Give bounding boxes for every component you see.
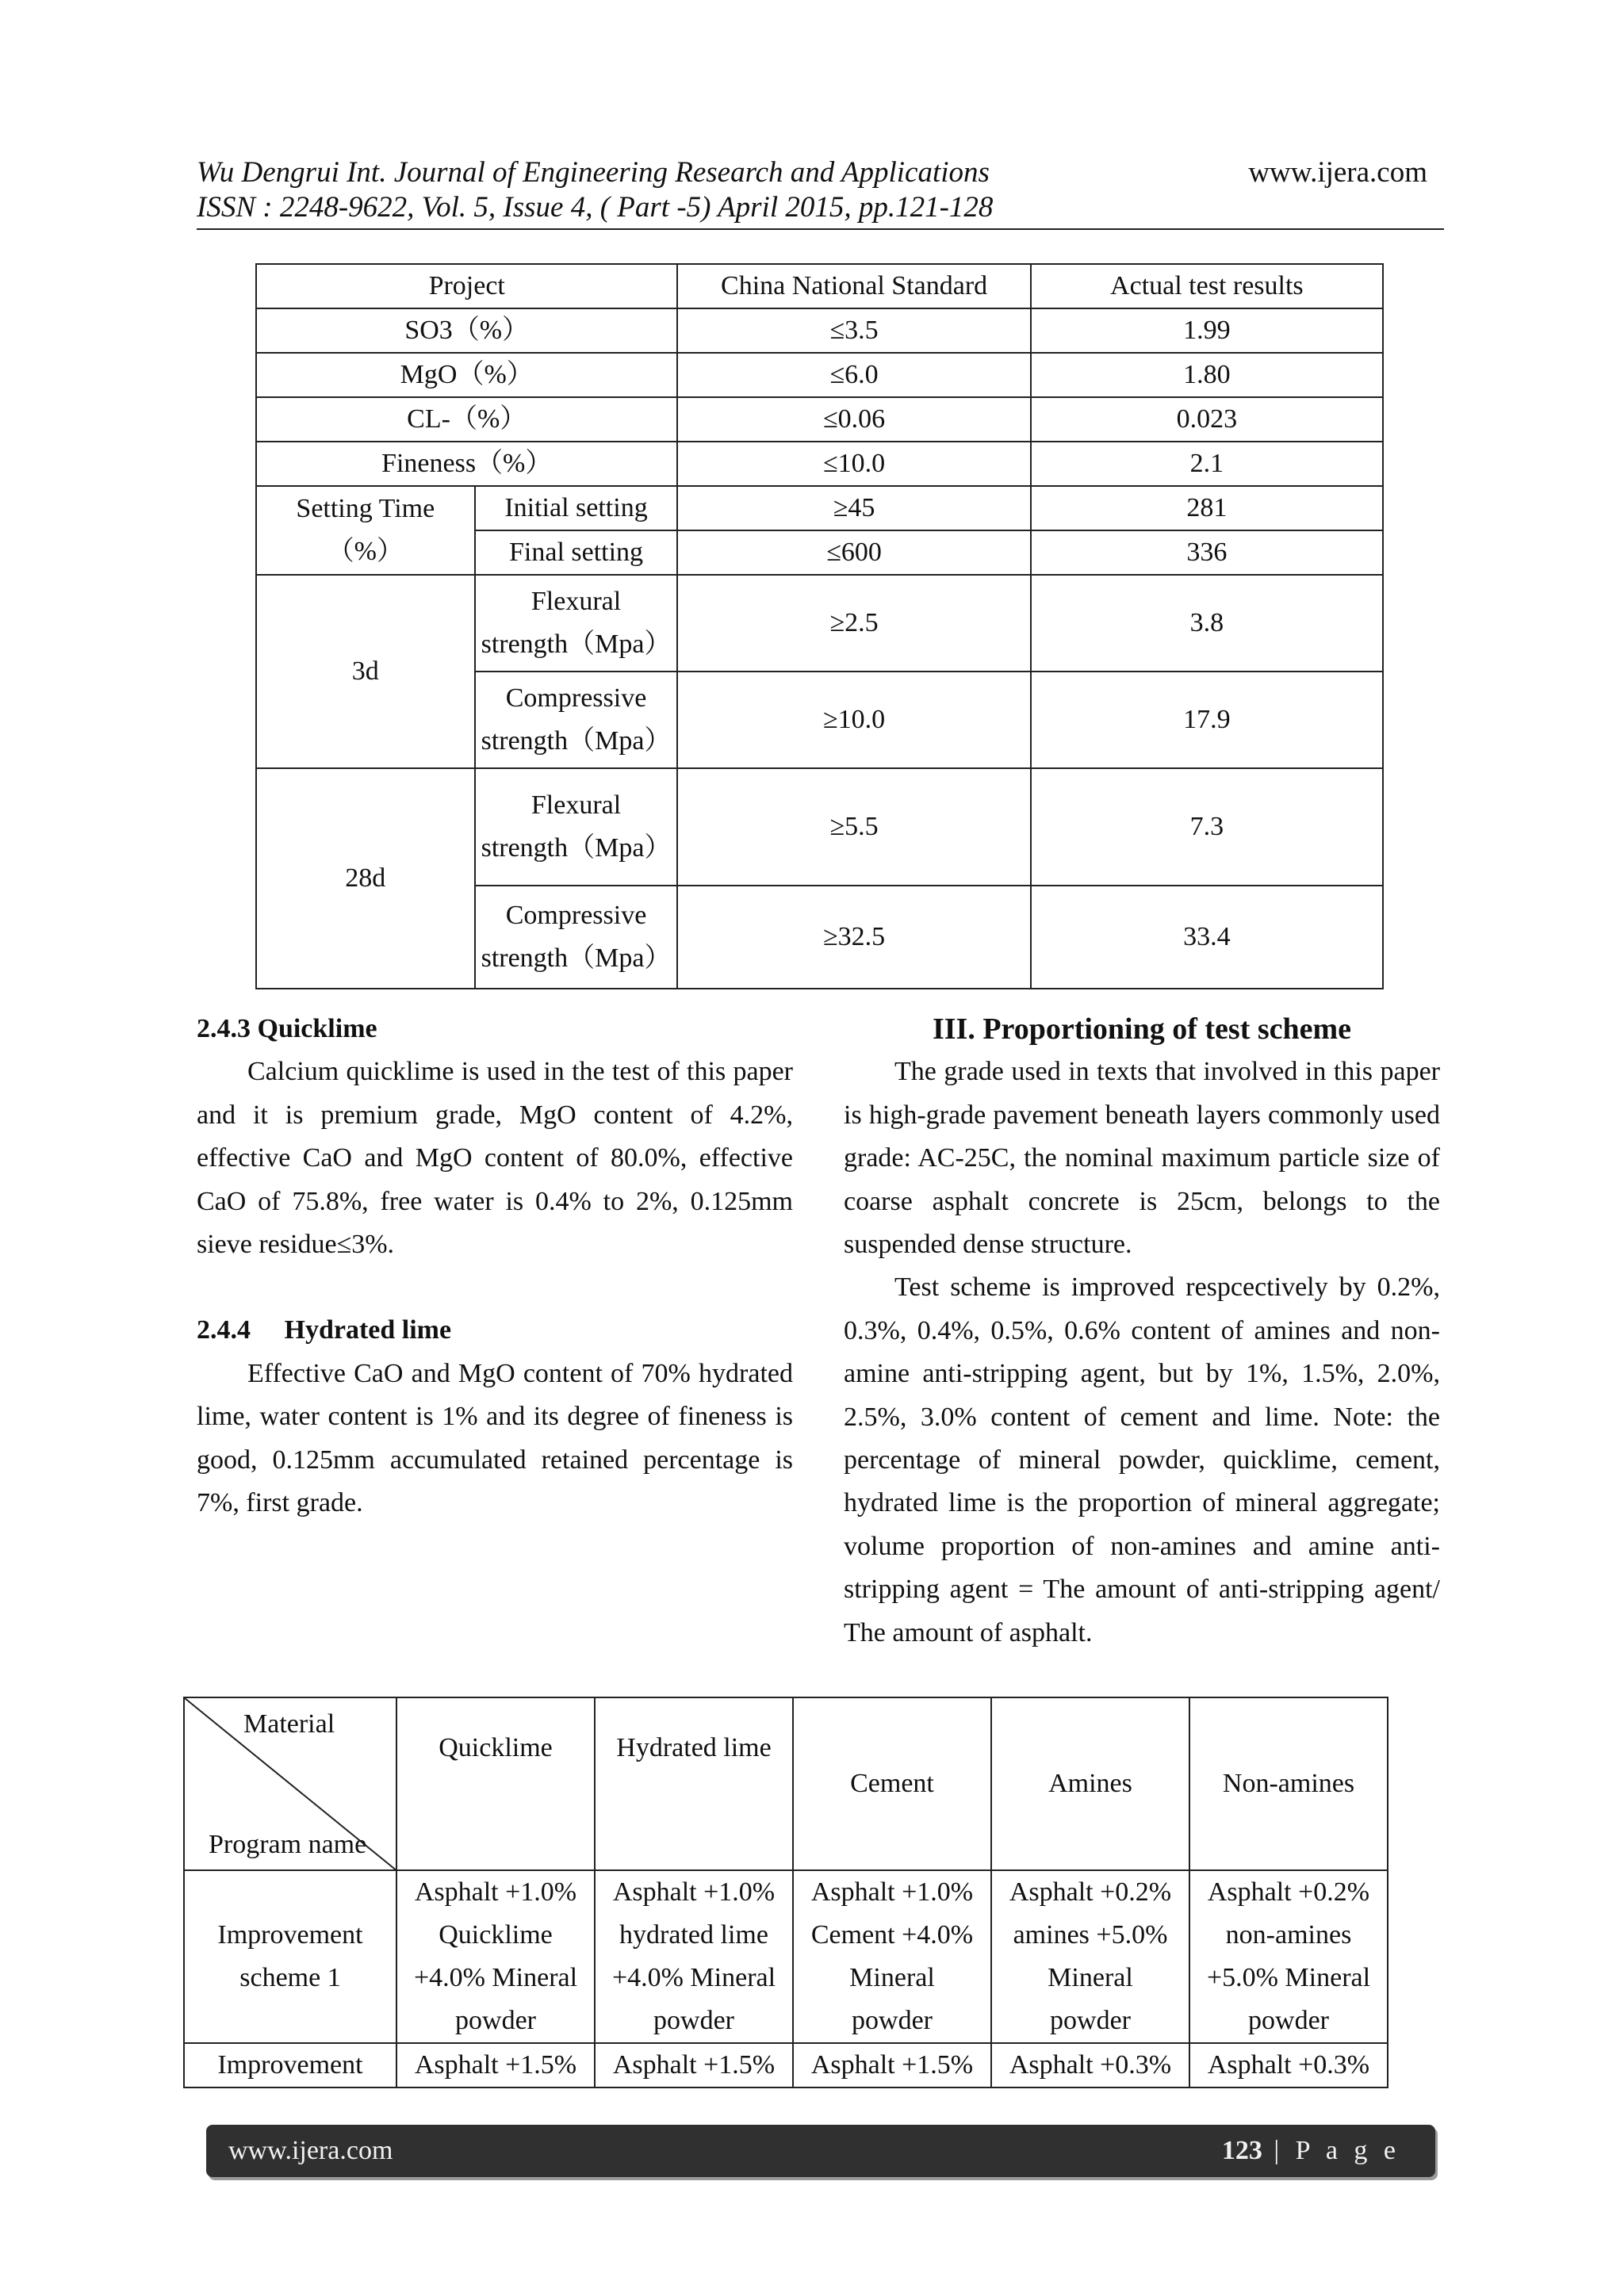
cell-line: Asphalt +1.0% [810,1877,974,1907]
row-label-line: Compressive [505,683,647,713]
issn-line: ISSN : 2248-9622, Vol. 5, Issue 4, ( Part -5) April 2015, pp.121-128 [197,191,994,224]
actual-value: 1.99 [1031,308,1383,353]
table-header-row [184,1697,1388,1870]
cell-line: powder [455,2006,536,2035]
column-header: Cement [793,1697,991,1870]
program-name-line: scheme 1 [239,1963,341,1992]
actual-value: 17.9 [1031,672,1383,768]
journal-citation-line: Wu Dengrui Int. Journal of Engineering Research and Applications [197,156,990,189]
row-label-line: strength（Mpa） [481,943,672,973]
cell-line: Mineral [1048,1963,1133,1992]
cell-line: Quicklime [439,1920,553,1950]
cell-line: amines +5.0% [1013,1920,1168,1950]
program-name-line: Improvement [217,1920,363,1950]
improvement-scheme-table [183,1697,1388,2088]
scheme-cell [991,1870,1189,2043]
group-label: 28d [256,768,475,989]
cell-line: Asphalt +1.0% [414,1877,577,1907]
standard-value: ≤3.5 [677,308,1030,353]
scheme-cell: Asphalt +0.3% [991,2043,1189,2087]
section-heading-hydrated-lime: 2.4.4 Hydrated lime [197,1315,452,1345]
cell-line: powder [1050,2006,1131,2035]
standard-value: ≤0.06 [677,397,1030,442]
row-label [475,768,678,886]
scheme-cell: Asphalt +1.5% [595,2043,793,2087]
actual-value: 3.8 [1031,575,1383,672]
actual-value: 33.4 [1031,886,1383,989]
scheme-cell [396,1870,595,2043]
actual-value: 0.023 [1031,397,1383,442]
table-row [256,486,1383,530]
table-row [256,768,1383,886]
actual-value: 7.3 [1031,768,1383,886]
scheme-cell: Asphalt +1.5% [793,2043,991,2087]
standard-value: ≥45 [677,486,1030,530]
section-heading-quicklime: 2.4.3 Quicklime [197,1014,377,1043]
row-label: Fineness（%） [256,442,677,486]
row-label-line: Flexural [530,790,622,820]
header-standard: China National Standard [677,264,1030,308]
standard-value: ≥32.5 [677,886,1030,989]
paragraph-test-scheme: Test scheme is improved respcectively by 0.2%, 0.3%, 0.4%, 0.5%, 0.6% content of amines and non-amine anti-stripping agent, but by 1%, 1.5%, 2.0%, 2.5%, 3.0% content of cement and lime. Note: the percentage of mineral powder, quicklime, cement, hydrated lime is the proportion of mineral aggregate; volume proportion of non-amines and amine anti-stripping agent = The amount of anti-stripping agent/ The amount of asphalt. [844,1272,1440,1647]
cell-line: +4.0% Mineral [413,1963,578,1992]
cell-line: +5.0% Mineral [1206,1963,1371,1992]
row-label-line: Flexural [530,587,622,616]
standard-value: ≤600 [677,530,1030,575]
row-label: Final setting [475,530,678,575]
program-name-cell: Improvement [184,2043,396,2087]
standard-value: ≤10.0 [677,442,1030,486]
header-project: Project [256,264,677,308]
table-row [256,442,1383,486]
scheme-cell [1189,1870,1388,2043]
table-row [256,575,1383,672]
cell-line: Asphalt +0.2% [1207,1877,1370,1907]
row-label [475,575,678,672]
cell-line: powder [852,2006,933,2035]
scheme-cell: Asphalt +1.5% [396,2043,595,2087]
cell-line: Asphalt +0.2% [1009,1877,1172,1907]
table-row [256,308,1383,353]
cell-line: Mineral [849,1963,935,1992]
setting-time-group-label [256,486,475,575]
row-label-line: strength（Mpa） [481,833,672,863]
column-header: Non-amines [1189,1697,1388,1870]
header-url-link[interactable]: www.ijera.com [1248,156,1427,189]
standard-value: ≤6.0 [677,353,1030,397]
actual-value: 281 [1031,486,1383,530]
left-column [197,1008,793,1525]
program-name-label: Program name [209,1830,367,1859]
row-label: Initial setting [475,486,678,530]
row-label: SO3（%） [256,308,677,353]
header-actual: Actual test results [1031,264,1383,308]
diagonal-header-cell [184,1697,396,1870]
group-label-line: Setting Time [296,494,435,523]
page-number: 123 [1221,2136,1262,2165]
scheme-cell: Asphalt +0.3% [1189,2043,1388,2087]
column-header: Hydrated lime [595,1697,793,1870]
program-name-cell [184,1870,396,2043]
paragraph-hydrated-lime: Effective CaO and MgO content of 70% hydrated lime, water content is 1% and its degree of fineness is good, 0.125mm accumulated retained percentage is 7%, first grade. [197,1358,793,1518]
scheme-cell [595,1870,793,2043]
page-footer [206,2125,1435,2177]
standard-value: ≥5.5 [677,768,1030,886]
cell-line: powder [1248,2006,1329,2035]
row-label-line: Compressive [505,901,647,930]
cell-line: Cement +4.0% [810,1920,974,1950]
standard-value: ≥10.0 [677,672,1030,768]
cell-line: +4.0% Mineral [611,1963,776,1992]
row-label [475,886,678,989]
right-column [844,1008,1440,1655]
scheme-cell [793,1870,991,2043]
page-indicator [1222,2133,1400,2169]
table-row [184,2043,1388,2087]
paragraph-quicklime: Calcium quicklime is used in the test of this paper and it is premium grade, MgO content of 4.2%, effective CaO and MgO content of 80.0%, effective CaO of 75.8%, free water is 0.4% to 2%, 0.125mm sieve residue≤3%. [197,1057,793,1260]
cement-properties-table [255,263,1384,989]
row-label-line: strength（Mpa） [481,726,672,756]
row-label: MgO（%） [256,353,677,397]
paragraph-grade: The grade used in texts that involved in this paper is high-grade pavement beneath layers commonly used grade: AC-25C, the nominal maximum particle size of coarse asphalt concrete is 25cm, belongs to the suspended dense structure. [844,1057,1440,1260]
footer-url-link[interactable]: www.ijera.com [228,2136,393,2165]
spacer [197,1266,793,1309]
cell-line: hydrated lime [619,1920,768,1950]
standard-value: ≥2.5 [677,575,1030,672]
group-label: 3d [256,575,475,768]
table-row [184,1870,1388,2043]
column-header: Amines [991,1697,1189,1870]
row-label-line: strength（Mpa） [481,629,672,659]
page-label: | P a g e [1262,2136,1400,2165]
actual-value: 336 [1031,530,1383,575]
cell-line: non-amines [1225,1920,1352,1950]
actual-value: 1.80 [1031,353,1383,397]
cell-line: Asphalt +1.0% [612,1877,776,1907]
table-row [256,397,1383,442]
material-label: Material [243,1709,335,1739]
cell-line: powder [653,2006,734,2035]
section-heading-proportioning: III. Proportioning of test scheme [932,1012,1352,1046]
header-rule [197,228,1444,230]
column-header: Quicklime [396,1697,595,1870]
group-label-line: （%） [327,537,404,566]
table-header-row [256,264,1383,308]
table-row [256,353,1383,397]
row-label [475,672,678,768]
row-label: CL-（%） [256,397,677,442]
actual-value: 2.1 [1031,442,1383,486]
